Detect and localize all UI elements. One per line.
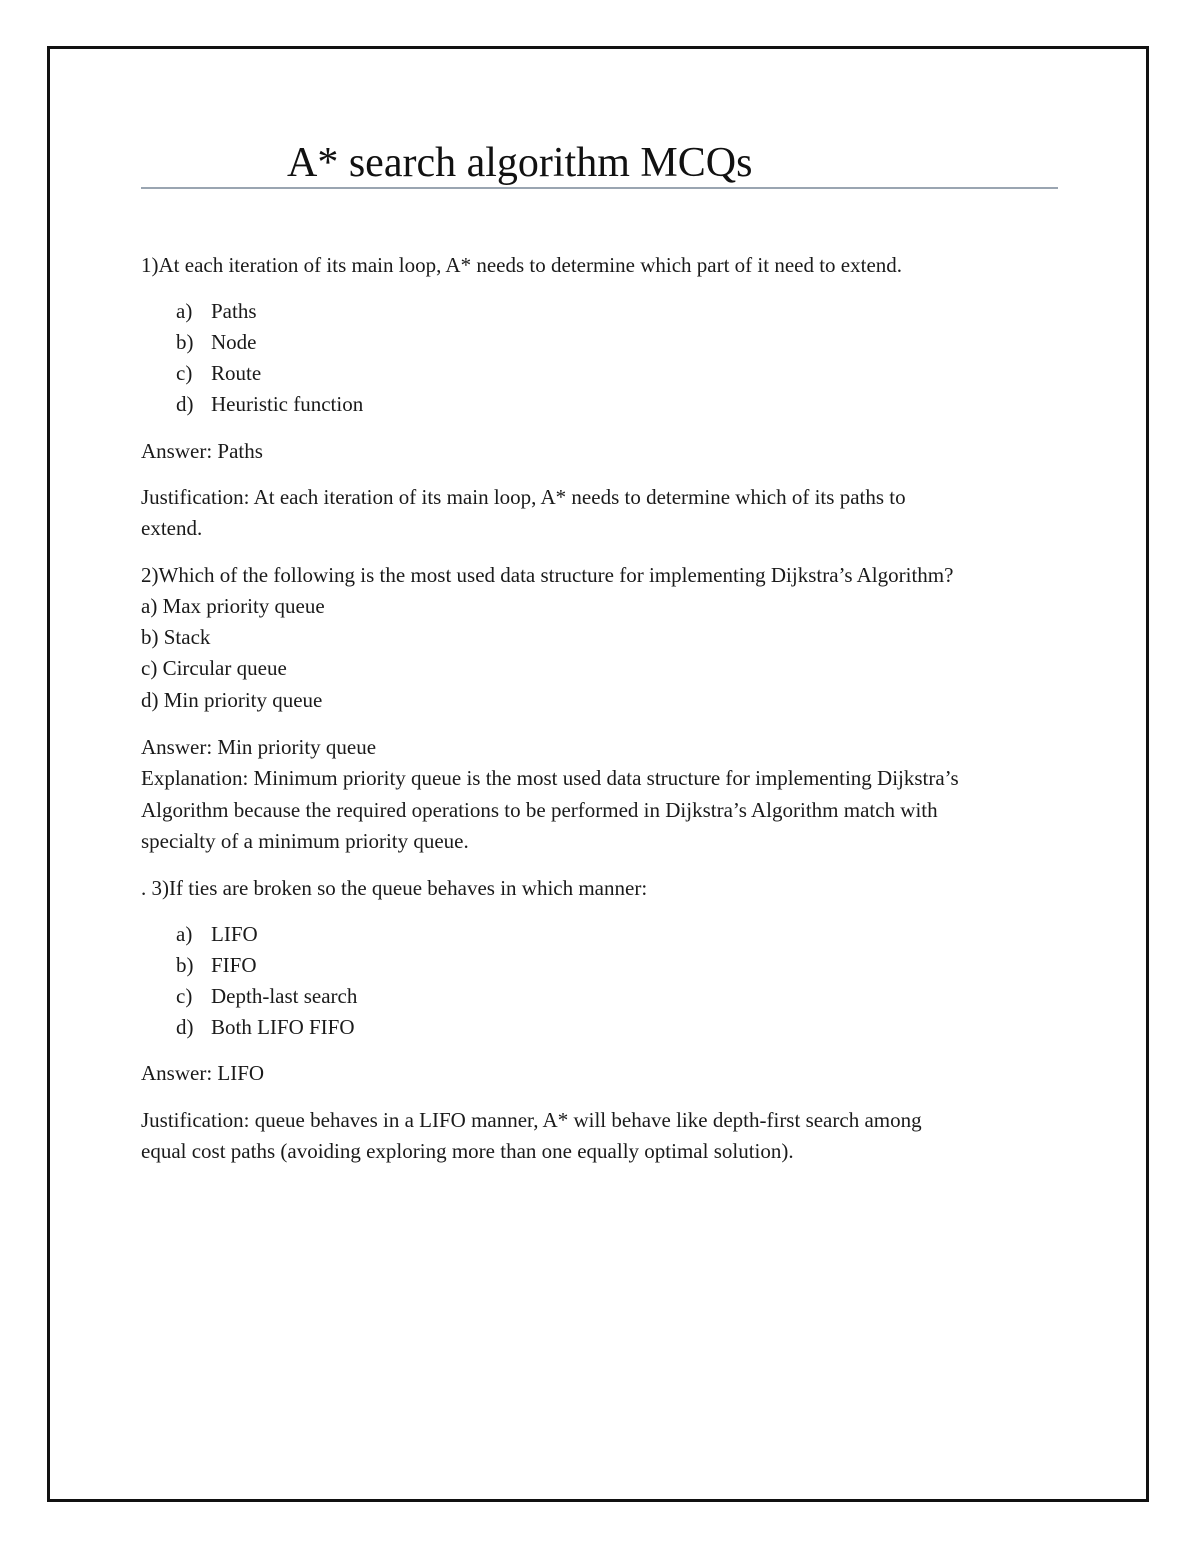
q1-option-c-letter: c) xyxy=(176,361,193,385)
q1-option-c-text: Route xyxy=(211,361,262,385)
q1-answer: Answer: Paths xyxy=(141,439,263,463)
q2-option-b: b) Stack xyxy=(141,625,211,649)
q3-justification-line-1: Justification: queue behaves in a LIFO manner, A* will behave like depth-first search among xyxy=(141,1108,922,1132)
q3-option-c-text: Depth-last search xyxy=(211,984,358,1008)
q1-justification-line-1: Justification: At each iteration of its main loop, A* needs to determine which of its paths to xyxy=(141,485,906,509)
q1-option-b-letter: b) xyxy=(176,330,194,354)
title-underline xyxy=(141,187,1058,189)
question-1: 1)At each iteration of its main loop, A* needs to determine which part of it need to extend. xyxy=(141,253,903,277)
q3-option-c-letter: c) xyxy=(176,984,193,1008)
q2-explanation-line-1: Explanation: Minimum priority queue is the most used data structure for implementing Dijkstra’s xyxy=(141,766,959,790)
q1-option-b-text: Node xyxy=(211,330,257,354)
q1-option-a-letter: a) xyxy=(176,299,193,323)
q1-option-d-text: Heuristic function xyxy=(211,392,364,416)
question-3: . 3)If ties are broken so the queue behaves in which manner: xyxy=(141,876,648,900)
q3-option-d-letter: d) xyxy=(176,1015,194,1039)
q2-option-d: d) Min priority queue xyxy=(141,688,323,712)
q3-option-d-text: Both LIFO FIFO xyxy=(211,1015,355,1039)
q3-answer: Answer: LIFO xyxy=(141,1061,265,1085)
q1-justification-line-2: extend. xyxy=(141,516,203,540)
q2-explanation-line-2: Algorithm because the required operations to be performed in Dijkstra’s Algorithm match with xyxy=(141,798,938,822)
page-title: A* search algorithm MCQs xyxy=(287,140,753,186)
q3-option-b-text: FIFO xyxy=(211,953,257,977)
q3-option-b-letter: b) xyxy=(176,953,194,977)
q3-option-a-letter: a) xyxy=(176,922,193,946)
q1-option-a-text: Paths xyxy=(211,299,257,323)
q2-explanation-line-3: specialty of a minimum priority queue. xyxy=(141,829,469,853)
q2-option-a: a) Max priority queue xyxy=(141,594,325,618)
question-2: 2)Which of the following is the most used data structure for implementing Dijkstra’s Algorithm? xyxy=(141,563,954,587)
q1-option-d-letter: d) xyxy=(176,392,194,416)
q2-answer: Answer: Min priority queue xyxy=(141,735,377,759)
q3-justification-line-2: equal cost paths (avoiding exploring more than one equally optimal solution). xyxy=(141,1139,794,1163)
q2-option-c: c) Circular queue xyxy=(141,656,287,680)
q3-option-a-text: LIFO xyxy=(211,922,258,946)
